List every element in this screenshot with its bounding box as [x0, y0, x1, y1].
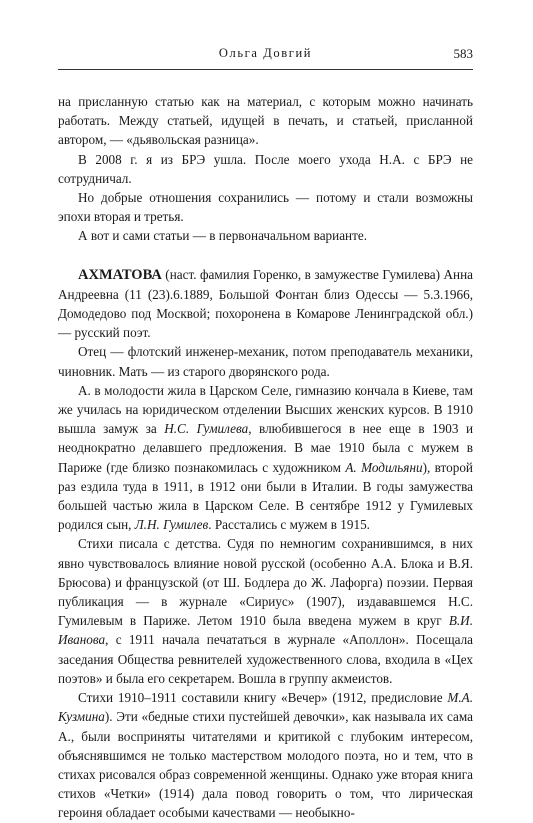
text-run: , с 1911 начала печататься в журнале «Аполлон». Посещала заседания Общества ревнителей художественного слова, входила в «Цех поэтов» и была его секретарем. Вошла в группу акмеистов.: [58, 632, 473, 686]
article-paragraph-1: [58, 265, 473, 343]
text-run: А. в молодости жила в Царском Селе, гимназию кончала в Киеве, там же училась на юридическом отделении Высших женских курсов. В 1910 вышла замуж за: [58, 382, 473, 437]
intro-paragraph-4: А вот и сами статьи — в первоначальном варианте.: [78, 228, 368, 244]
article-definition: (наст. фамилия Горенко, в замужестве Гумилева) Анна Андреевна (11 (23).6.1889, Большой Фонтан близ Одессы — 5.3.1966, Домодедово под Москвой; похоронена в Комарове Ленинградской обл.) — русский поэт.: [58, 266, 473, 341]
body-text: [58, 92, 473, 823]
article-paragraph-4: [58, 534, 473, 688]
person-name-ivanov: В.И. Иванова: [58, 613, 473, 648]
article-paragraph-2: Отец — флотский инженер-механик, потом преподаватель механики, чиновник. Мать — из старого дворянского рода.: [58, 344, 473, 379]
intro-paragraph-1: на присланную статью как на материал, с которым можно начинать работать. Между статьей, идущей в печать, и статьей, присланной автором, — «дьявольская разница».: [58, 94, 473, 148]
article-paragraph-5: [58, 688, 473, 822]
text-run: Стихи писала с детства. Судя по немногим сохранившимся, в них явно чувствовалось влияние новой русской (особенно А.А. Блока и В.Я. Брюсова) и французской (от Ш. Бодлера до Ж. Лафорга) поэзии. Первая публикация — в журнале «Сириус» (1907), издававшемся Н.С. Гумилевым в Париже. Летом 1910 была введена мужем в круг: [58, 536, 473, 629]
header-rule: [58, 69, 473, 70]
intro-paragraph-3: Но добрые отношения сохранились — потому и стали возможны эпохи вторая и третья.: [58, 190, 473, 225]
text-run: . Расстались с мужем в 1915.: [208, 517, 370, 533]
page-header: [58, 46, 473, 68]
article-paragraph-3: [58, 381, 473, 535]
text-run: ). Эти «бедные стихи пустейшей девочки», как называла их сама А., были восприняты читателями и критикой с глубоким интересом, объяснявшимся не только мастерством молодого поэта, но и тем, что в стихах рисовался образ современной женщины. Однако уже вторая книга стихов «Четки» (1914) дала повод говорить о том, что лирическая героиня обладает особыми качествами — необыкно-: [58, 709, 473, 821]
person-name-modigliani: А. Модильяни: [345, 459, 423, 475]
person-name-kuzmin: М.А. Кузмина: [58, 690, 473, 725]
page-number: 583: [453, 46, 473, 61]
person-name-gumilev: Н.С. Гумилева: [164, 421, 249, 437]
person-name-lev-gumilev: Л.Н. Гумилев: [134, 517, 209, 533]
running-head-author: Ольга Довгий: [218, 46, 313, 60]
text-run: , влюбившегося в нее еще в 1903 и неоднократно делавшего предложения. В мае 1910 была с мужем в Париже (где близко познакомилась с художником: [58, 421, 473, 475]
article-headword: АХМАТОВА: [78, 266, 162, 283]
text-run: Стихи 1910–1911 составили книгу «Вечер» (1912, предисловие: [78, 690, 448, 706]
intro-paragraph-2: В 2008 г. я из БРЭ ушла. После моего ухода Н.А. с БРЭ не сотрудничал.: [58, 151, 473, 186]
text-run: ), второй раз ездила туда в 1911, в 1912 они были в Италии. В годы замужества большей частью жила в Царском Селе. В сентябре 1912 у Гумилевых родился сын,: [58, 459, 473, 533]
